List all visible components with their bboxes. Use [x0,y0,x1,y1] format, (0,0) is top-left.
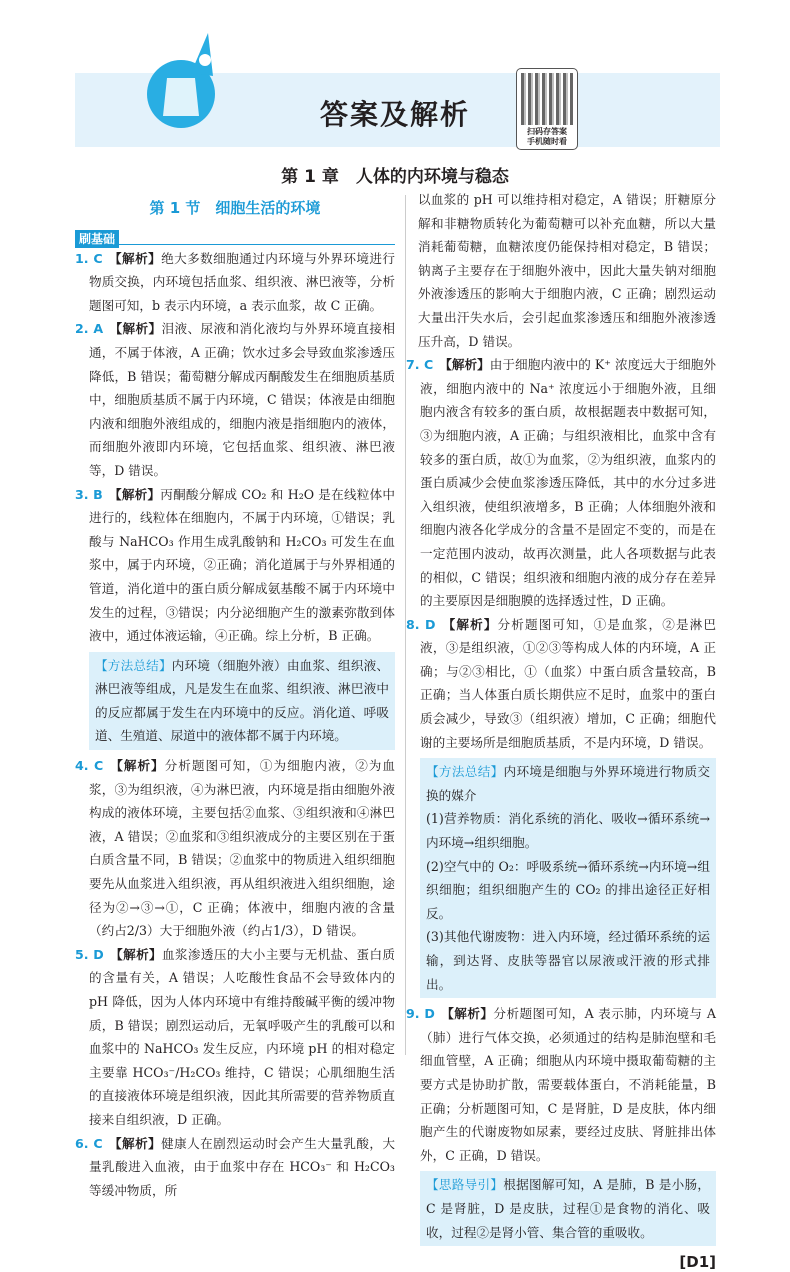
analysis-label: 【解析】 [109,321,162,337]
analysis-label: 【解析】 [440,1006,494,1022]
answer-text: 分析题图可知，A 表示肺，内环境与 A（肺）进行气体交换，必须通过的结构是肺泡壁和毛细血管壁，A 正确；细胞从内环境中摄取葡萄糖的主要方式是协助扩散，需要载体蛋白，不消耗能量，B 正确；分析题图可知，C 是肾脏，D 是皮肤，体内细胞产生的代谢废物如尿素，要经过皮肤、肾脏排出体外，C 正确，D 错误。 [420,1006,716,1163]
qr-caption: 手机随时看 [527,137,567,146]
answer-number: 3. B [75,486,103,502]
page-number: [D1] [679,1253,716,1272]
note-label: 【方法总结】 [426,764,504,780]
answer-item [75,1132,395,1203]
answer-item [75,247,395,318]
left-column [75,197,395,1202]
qr-caption: 扫码存答案 [527,127,567,136]
thinking-guide-box [420,1171,716,1246]
analysis-label: 【解析】 [109,758,165,774]
answer-item [406,353,716,613]
answer-number: 2. A [75,321,104,337]
answer-text: 绝大多数细胞通过内环境与外界环境进行物质交换，内环境包括血浆、组织液、淋巴液等，分析题图可知，b 表示内环境，a 表示血浆，故 C 正确。 [89,250,396,313]
section-title: 第 1 节 细胞生活的环境 [149,199,321,217]
note-label: 【方法总结】 [95,657,172,673]
method-summary-box [89,652,395,750]
answer-text: 泪液、尿液和消化液均与外界环境直接相通，不属于体液，A 正确；饮水过多会导致血浆渗透压降低，B 错误；葡萄糖分解成丙酮酸发生在细胞质基质中，细胞质基质不属于内环境，C 错误；体液是由细胞内液和细胞外液组成的，细胞内液是指细胞内的液体，而细胞外液即内环境，它包括血浆、组织液、淋巴液等，D 错误。 [89,321,396,478]
tag-label: 刷基础 [75,230,119,248]
note-text: 内环境（细胞外液）由血浆、组织液、淋巴液等组成，凡是发生在血浆、组织液、淋巴液中的反应都属于发生在内环境中的反应。消化道、呼吸道、生殖道、尿道中的液体都不属于内环境。 [95,657,390,744]
note-text: 内环境是细胞与外界环境进行物质交换的媒介 [426,764,711,803]
rocket-logo-icon [133,28,243,138]
note-text: (3)其他代谢废物：进入内环境，经过循环系统的运输，到达肾、皮肤等器官以尿液或汗液的形式排出。 [426,929,710,992]
answer-text: 健康人在剧烈运动时会产生大量乳酸，大量乳酸进入血液，由于血浆中存在 HCO₃⁻ 和 H₂CO₃ 等缓冲物质，所 [89,1135,396,1198]
analysis-label: 【解析】 [108,250,162,266]
answer-item [406,1002,716,1167]
answer-text: 由于细胞内液中的 K⁺ 浓度远大于细胞外液，细胞内液中的 Na⁺ 浓度远小于细胞外液，且细胞内液含有较多的蛋白质，故根据题表中数据可知，③为细胞内液，A 正确；与组织液相比，血浆中含有较多的蛋白质，故①为血浆，②为组织液，血浆内的蛋白质减少会使血浆渗透压降低，其中的水分过多进入组织液，使组织液增多，B 正确；人体细胞外液和细胞内液各化学成分的含量不是固定不变的，而是在一定范围内波动，故再次测量，此人各项数据与此表的相似，C 错误；组织液和细胞内液的成分存在差异的主要原因是细胞膜的选择透过性，D 正确。 [420,357,717,609]
analysis-label: 【解析】 [439,357,490,373]
analysis-label: 【解析】 [109,946,162,962]
answer-continuation: 以血浆的 pH 可以维持相对稳定，A 错误；肝糖原分解和非糖物质转化为葡萄糖可以补充血糖，所以大量消耗葡萄糖，血糖浓度仍能保持相对稳定，B 错误；钠离子主要存在于细胞外液中，因此大量失钠对细胞外液渗透压的影响大于细胞内液，C 正确；剧烈运动大量出汗失水后，会引起血浆渗透压和细胞外液渗透压升高，D 错误。 [418,192,716,349]
answer-number: 6. C [75,1135,103,1151]
answer-item [406,613,716,755]
section-tag [75,227,395,245]
right-column [406,188,716,1272]
analysis-label: 【解析】 [441,616,498,632]
note-text: (1)营养物质：消化系统的消化、吸收→循环系统→内环境→组织细胞。 [426,811,710,851]
qr-code-icon [521,73,573,125]
answer-number: 1. C [75,250,103,266]
answer-item [75,754,395,943]
note-label: 【思路导引】 [426,1177,504,1193]
analysis-label: 【解析】 [108,486,161,502]
answer-number: 7. C [406,357,434,373]
note-text: (2)空气中的 O₂：呼吸系统→循环系统→内环境→组织细胞；组织细胞产生的 CO₂ 的排出途径正好相反。 [426,858,710,921]
answer-item [75,483,395,648]
answer-number: 9. D [406,1006,435,1022]
answer-text: 分析题图可知，①为细胞内液，②为血浆，③为组织液，④为淋巴液，内环境是指由细胞外液构成的液体环境，主要包括②血浆、③组织液和④淋巴液，A 错误；②血浆和③组织液成分的主要区别在于蛋白质含量不同，B 错误；②血浆中的物质进入组织细胞要先从血浆进入组织液，再从组织液进入组织细胞，途径为②→③→①，C 正确；体液中，细胞内液的含量（约占2/3）大于细胞外液（约占1/3），D 错误。 [89,758,395,939]
answer-number: 5. D [75,946,104,962]
analysis-label: 【解析】 [108,1135,162,1151]
page-title: 答案及解析 [319,98,470,131]
note-text: 根据图解可知，A 是肺，B 是小肠，C 是肾脏，D 是皮肤，过程①是食物的消化、吸收，过程②是肾小管、集合管的重吸收。 [426,1177,711,1240]
answer-item [75,943,395,1132]
method-summary-box [420,758,716,998]
answer-text: 分析题图可知，①是血浆，②是淋巴液，③是组织液，①②③等构成人体的内环境，A 正确；与②③相比，①（血浆）中蛋白质含量较高，B 正确；当人体蛋白质长期供应不足时，血浆中的蛋白质会减少，导致③（组织液）增加，C 正确；细胞代谢的主要场所是细胞质基质，不是内环境，D 错误。 [420,616,717,750]
answer-text: 丙酮酸分解成 CO₂ 和 H₂O 是在线粒体中进行的，线粒体在细胞内，不属于内环境，①错误；乳酸与 NaHCO₃ 作用生成乳酸钠和 H₂CO₃ 可发生在血浆中，属于内环境，②正确；消化道属于与外界相通的管道，消化道中的蛋白质分解成氨基酸不属于内环境中发生的过程，③错误；内分泌细胞产生的激素弥散到体液中，通过体液运输，④正确。综上分析，B 正确。 [89,486,396,644]
answer-item [75,317,395,482]
answer-number: 8. D [406,616,436,632]
qr-code[interactable] [516,68,578,150]
chapter-title: 第 1 章 人体的内环境与稳态 [281,167,509,187]
answer-number: 4. C [75,758,104,774]
answer-text: 血浆渗透压的大小主要与无机盐、蛋白质的含量有关，A 错误；人吃酸性食品不会导致体内的 pH 降低，因为人体内环境中有维持酸碱平衡的缓冲物质，B 错误；剧烈运动后，无氧呼吸产生的乳酸可以和血浆中的 NaHCO₃ 发生反应，内环境 pH 的相对稳定主要靠 HCO₃⁻/H₂CO₃ 维持，C 错误；心肌细胞生活的直接液体环境是组织液，因此其所需要的营养物质直接来自组织液，D 正确。 [89,946,396,1127]
